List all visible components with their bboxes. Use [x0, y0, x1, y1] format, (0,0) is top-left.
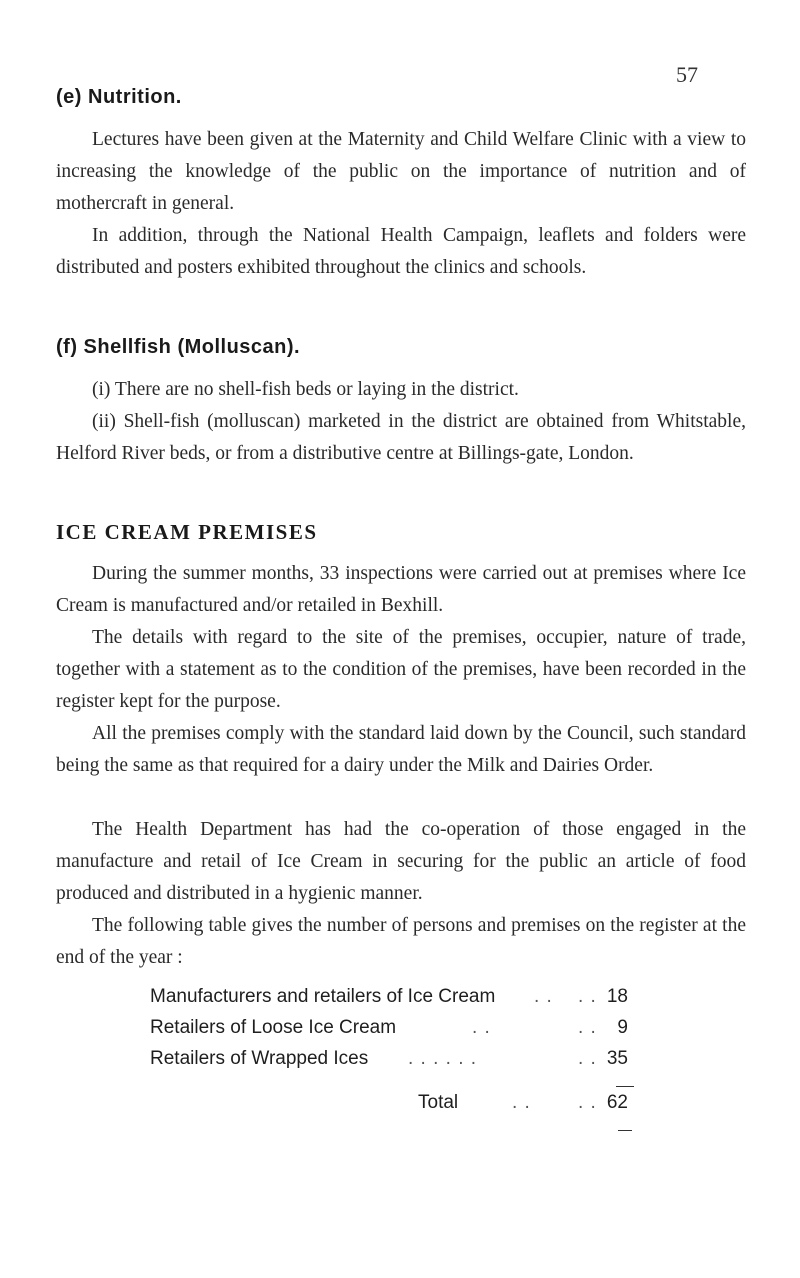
total-value: 62 — [606, 1092, 628, 1113]
leader-dots: . . . . . . — [408, 1048, 478, 1069]
section-heading-nutrition: (e) Nutrition. — [56, 86, 182, 108]
nutrition-paragraph-1: Lectures have been given at the Maternity and Child Welfare Clinic with a view to increasing the knowledge of the public on the importance of nutrition and of mothercraft in general. — [56, 129, 746, 214]
register-table — [150, 986, 650, 1136]
table-row-value: 9 — [617, 1017, 628, 1038]
table-row-value: 18 — [606, 986, 628, 1007]
subtotal-rule — [616, 1086, 634, 1087]
leader-dots: . . — [472, 1017, 491, 1038]
nutrition-paragraph-2: In addition, through the National Health Campaign, leaflets and folders were distributed and posters exhibited throughout the clinics and schools. — [56, 225, 746, 278]
table-row-label: Retailers of Loose Ice Cream — [150, 1017, 397, 1038]
ice-cream-paragraph-3: All the premises comply with the standard laid down by the Council, such standard being the same as that required for a dairy under the Milk and Dairies Order. — [56, 723, 746, 776]
table-row — [150, 1017, 650, 1047]
shellfish-paragraph-1: (i) There are no shell-fish beds or laying in the district. — [92, 379, 519, 400]
table-total-row — [150, 1092, 650, 1122]
shellfish-paragraph-2: (ii) Shell-fish (molluscan) marketed in the district are obtained from Whitstable, Helford River beds, or from a distributive centre at Billings-gate, London. — [56, 411, 746, 464]
leader-dots: . . — [578, 1092, 597, 1113]
section-heading-ice-cream-premises: ICE CREAM PREMISES — [56, 520, 318, 544]
leader-dots: . . — [512, 1092, 531, 1113]
ice-cream-paragraph-1: During the summer months, 33 inspections were carried out at premises where Ice Cream is manufactured and/or retailed in Bexhill. — [56, 563, 746, 616]
ice-cream-paragraph-5: The following table gives the number of persons and premises on the register at the end of the year : — [56, 915, 746, 968]
leader-dots: . . — [578, 1017, 597, 1038]
table-row-label: Retailers of Wrapped Ices — [150, 1048, 369, 1069]
leader-dots: . . — [534, 986, 553, 1007]
ice-cream-paragraph-2: The details with regard to the site of the premises, occupier, nature of trade, together with a statement as to the condition of the premises, have been recorded in the register kept for the purpose. — [56, 627, 746, 712]
page-number: 57 — [676, 62, 698, 87]
section-heading-shellfish: (f) Shellfish (Molluscan). — [56, 336, 301, 358]
table-row-value: 35 — [606, 1048, 628, 1069]
total-rule — [618, 1130, 632, 1131]
ice-cream-paragraph-4: The Health Department has had the co-operation of those engaged in the manufacture and retail of Ice Cream in securing for the public an article of food produced and distributed in a hygienic manner. — [56, 819, 746, 904]
table-row — [150, 986, 650, 1016]
leader-dots: . . — [578, 1048, 597, 1069]
leader-dots: . . — [578, 986, 597, 1007]
table-row — [150, 1048, 650, 1078]
total-label: Total — [418, 1092, 459, 1113]
table-row-label: Manufacturers and retailers of Ice Cream — [150, 986, 496, 1007]
